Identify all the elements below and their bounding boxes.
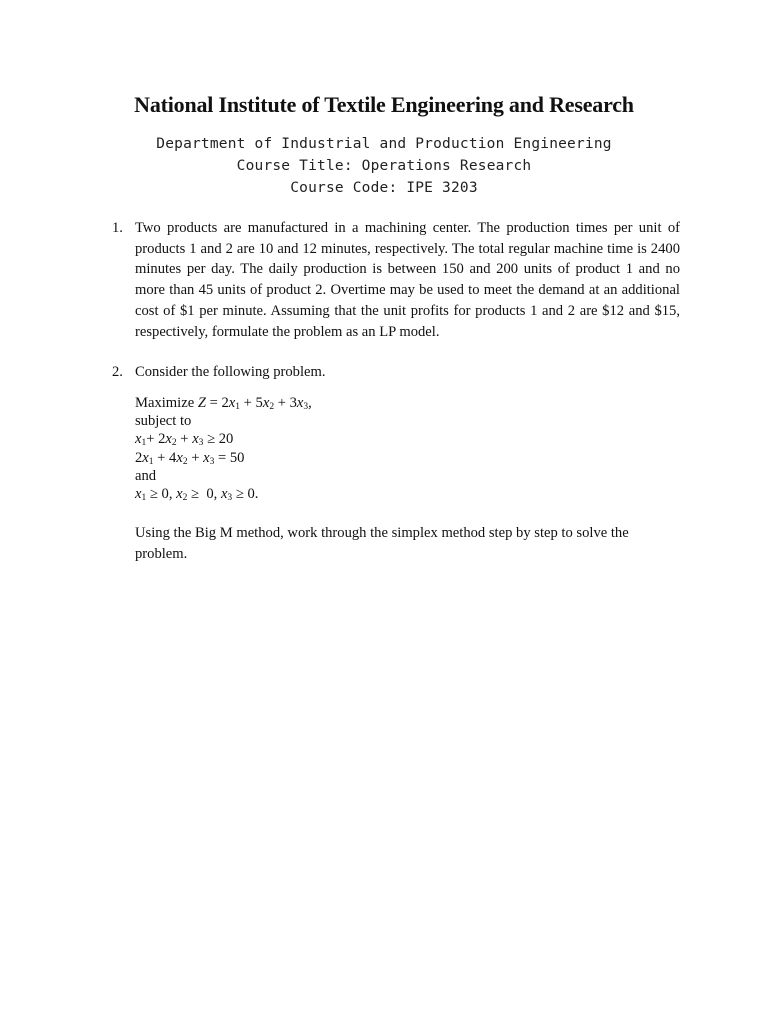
question-list (112, 218, 680, 565)
course-code-line: Course Code: IPE 3203 (290, 180, 478, 196)
question-instruction: Using the Big M method, work through the simplex method step by step to solve the problem. (135, 525, 629, 562)
lp-model (135, 394, 680, 503)
and-label: and (135, 467, 157, 484)
subject-to-label: subject to (135, 413, 192, 430)
course-title-line: Course Title: Operations Research (236, 158, 532, 174)
objective-variable: Z (197, 394, 206, 411)
objective-prefix: Maximize (135, 394, 198, 411)
nonnegativity-constraints: $x_1 \ge 0$, $x_2 \ge 0$, $x_3 \ge 0$. (135, 485, 259, 503)
question-2 (112, 362, 680, 564)
constraint-1: $x_1+ 2x_2 + x_3 \ge 20$ (135, 431, 234, 449)
question-1 (112, 218, 680, 342)
question-intro: Consider the following problem. (135, 364, 326, 381)
page-title: National Institute of Textile Engineering and Research (134, 92, 634, 117)
department-line: Department of Industrial and Production Engineering (156, 136, 612, 152)
question-number: 2. (112, 364, 123, 381)
objective-function: Maximize $Z = 2x_1 + 5x_2 + 3x_3$, (135, 394, 312, 412)
objective-equation: = 2 (205, 394, 229, 411)
course-header (0, 133, 768, 199)
question-text: Two products are manufactured in a machining center. The production times per unit of products 1 and 2 are 10 and 12 minutes, respectively. The total regular machine time is 2400 minutes per day. The daily production is between 150 and 200 units of product 1 and no more than 45 units of product 2. Overtime may be used to meet the demand at an additional cost of $1 per minute. Assuming that the unit profits for products 1 and 2 are $12 and $15, respectively, formulate the problem as an LP model. (135, 220, 680, 340)
question-number: 1. (112, 220, 123, 236)
constraint-2: $2x_1 + 4x_2 + x_3 = 50$ (135, 449, 245, 467)
